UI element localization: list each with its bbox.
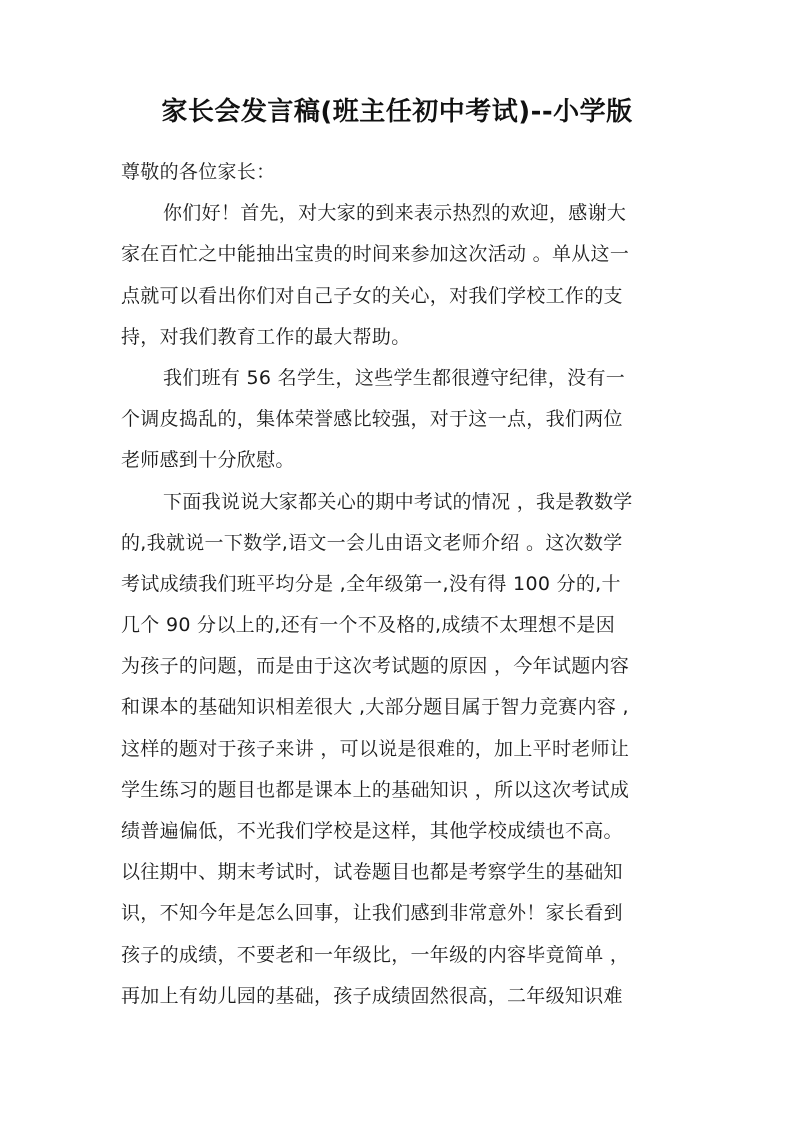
paragraph-line: 这样的题对于孩子来讲 ，可以说是很难的，加上平时老师让 bbox=[121, 737, 630, 760]
document-body bbox=[121, 152, 681, 1017]
document-title: 家长会发言稿(班主任初中考试)--小学版 bbox=[161, 97, 633, 127]
paragraph-line: 识，不知今年是怎么回事，让我们感到非常意外！家长看到 bbox=[121, 902, 623, 925]
paragraph-line: 为孩子的问题，而是由于这次考试题的原因 ，今年试题内容 bbox=[121, 655, 630, 678]
paragraph-line: 家在百忙之中能抽出宝贵的时间来参加这次活动 。单从这一 bbox=[121, 243, 630, 266]
paragraph-line: 的,我就说一下数学,语文一会儿由语文老师介绍 。这次数学 bbox=[121, 531, 623, 554]
paragraph-line: 绩普遍偏低，不光我们学校是这样，其他学校成绩也不高。 bbox=[121, 820, 623, 842]
paragraph-line: 学生练习的题目也都是课本上的基础知识 ，所以这次考试成 bbox=[121, 778, 630, 801]
paragraph-line: 下面我说说大家都关心的期中考试的情况 ，我是教数学 bbox=[163, 490, 633, 513]
paragraph-line: 我们班有 56 名学生，这些学生都很遵守纪律，没有一 bbox=[163, 366, 626, 389]
paragraph-line: 考试成绩我们班平均分是 ,全年级第一,没有得 100 分的,十 bbox=[121, 572, 621, 595]
paragraph-line: 个调皮捣乱的，集体荣誉感比较强，对于这一点，我们两位 bbox=[121, 408, 623, 431]
salutation: 尊敬的各位家长： bbox=[121, 161, 276, 183]
paragraph-line: 你们好！首先，对大家的到来表示热烈的欢迎，感谢大 bbox=[163, 202, 627, 225]
paragraph-line: 和课本的基础知识相差很大 ,大部分题目属于智力竞赛内容 , bbox=[121, 696, 629, 719]
paragraph-line: 持，对我们教育工作的最大帮助。 bbox=[121, 325, 411, 348]
paragraph-line: 以往期中、期末考试时，试卷题目也都是考察学生的基础知 bbox=[121, 861, 623, 884]
paragraph-line: 孩子的成绩，不要老和一年级比，一年级的内容毕竟简单 ， bbox=[121, 943, 630, 966]
paragraph-line: 几个 90 分以上的,还有一个不及格的,成绩不太理想不是因 bbox=[121, 614, 616, 637]
paragraph-line: 点就可以看出你们对自己子女的关心，对我们学校工作的支 bbox=[121, 284, 623, 307]
paragraph-line: 老师感到十分欣慰。 bbox=[121, 449, 295, 472]
paragraph-line: 再加上有幼儿园的基础，孩子成绩固然很高，二年级知识难 bbox=[121, 984, 623, 1007]
